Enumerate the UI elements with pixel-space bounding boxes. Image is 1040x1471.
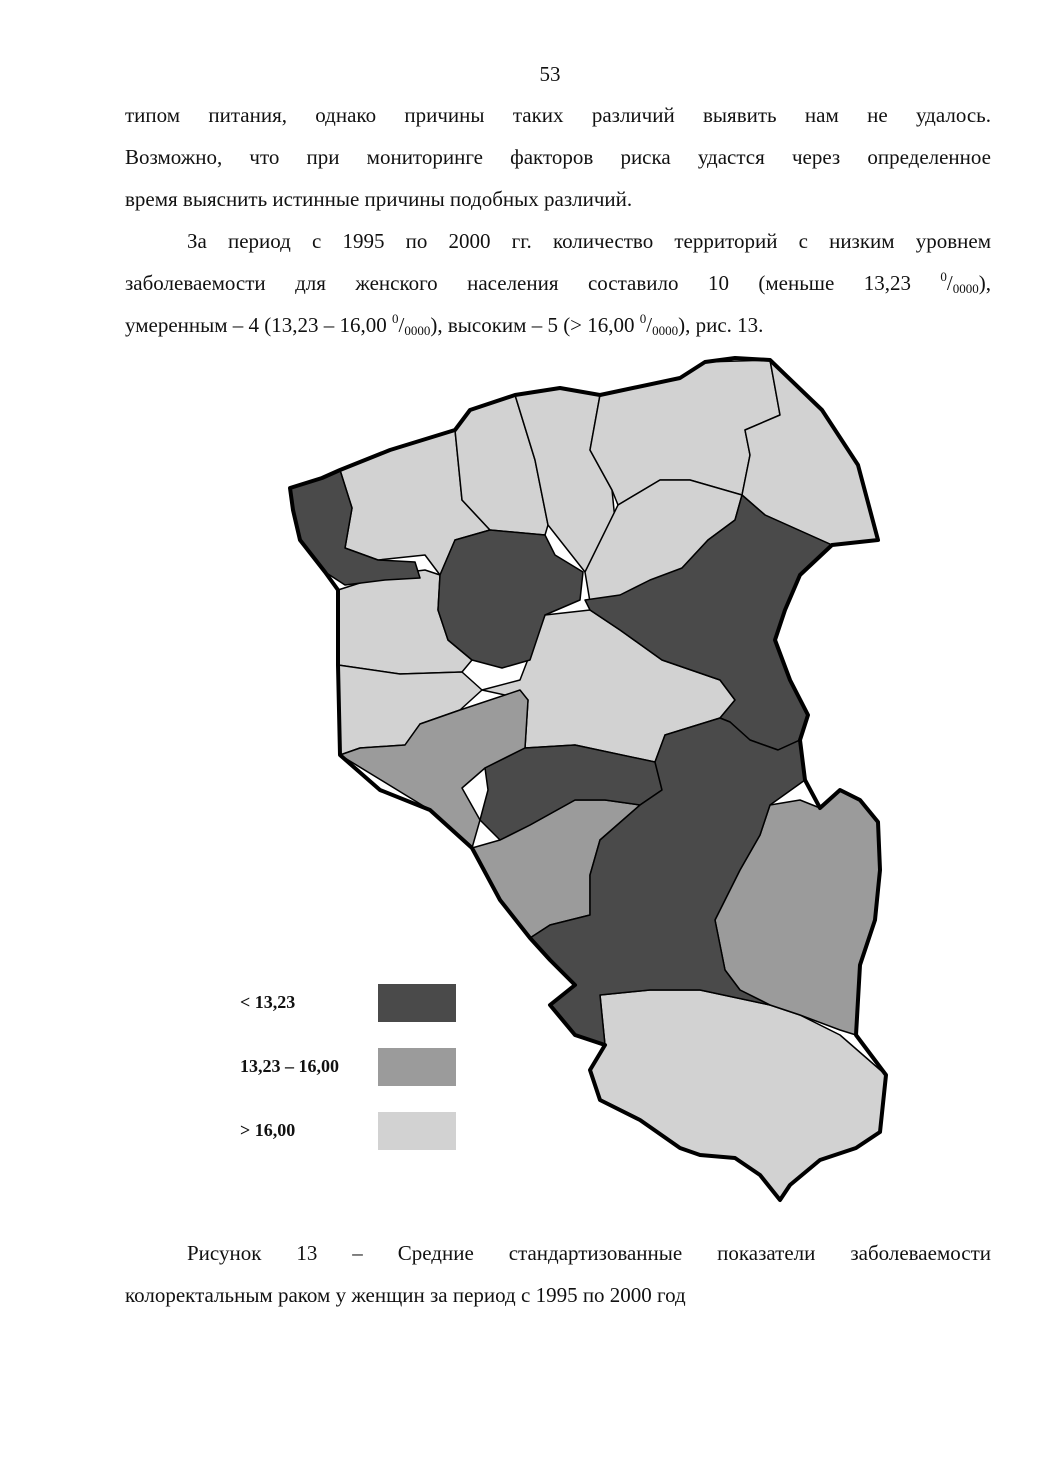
text-segment: ), высоким – 5 (> 16,00 (430, 313, 640, 337)
choropleth-map (270, 350, 910, 1220)
unit-sup: 0 (940, 269, 947, 284)
legend-label: < 13,23 (240, 992, 296, 1012)
paragraph-line: время выяснить истинные причины подобных различий. (125, 187, 633, 211)
caption-line: Рисунок 13 – Средние стандартизованные показатели заболеваемости (187, 1241, 991, 1265)
unit-sub: 0000 (404, 323, 431, 338)
legend-swatch (378, 1112, 456, 1150)
legend-swatch (378, 984, 456, 1022)
figure-caption (125, 1232, 991, 1316)
unit-sup: 0 (392, 311, 399, 326)
unit-sup: 0 (639, 311, 647, 326)
paragraph-line: Возможно, что при мониторинге факторов риска удастся через определенное (125, 145, 991, 169)
unit-slash: / (946, 271, 953, 295)
legend-swatch (378, 1048, 456, 1086)
text-segment: ), рис. 13. (678, 313, 764, 337)
unit-sub: 0000 (952, 281, 979, 296)
text-segment: ), (978, 271, 991, 295)
text-segment: умеренным – 4 (13,23 – 16,00 (125, 313, 393, 337)
paragraph-2 (125, 220, 991, 346)
legend-item-low (240, 984, 480, 1024)
paragraph-line (125, 262, 991, 304)
legend-item-moderate (240, 1048, 480, 1088)
paragraph-line: типом питания, однако причины таких различий выявить нам не удалось. (125, 103, 991, 127)
caption-line: колоректальным раком у женщин за период с 1995 по 2000 год (125, 1283, 686, 1307)
paragraph-1 (125, 94, 991, 220)
legend-label: 13,23 – 16,00 (240, 1056, 339, 1076)
unit-slash: / (398, 313, 405, 337)
unit-slash: / (646, 313, 653, 337)
legend-label: > 16,00 (240, 1120, 296, 1140)
unit-sub: 0000 (652, 323, 679, 338)
text-segment: заболеваемости для женского населения составило 10 (меньше 13,23 (125, 271, 941, 295)
legend-item-high (240, 1112, 480, 1152)
page-number: 53 (539, 62, 561, 86)
paragraph-line (125, 304, 991, 346)
paragraph-line: За период с 1995 по 2000 гг. количество территорий с низким уровнем (187, 229, 991, 253)
